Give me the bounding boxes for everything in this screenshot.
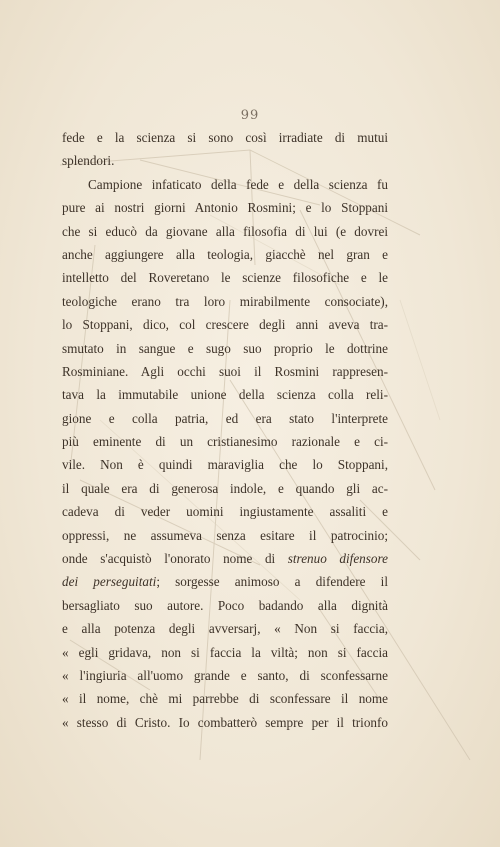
text-line [62,711,388,734]
text-line [62,687,388,710]
text-line [62,383,388,406]
text-line [62,126,388,149]
text-line [62,337,388,360]
text-line [62,266,388,289]
text-segment: « l'ingiuria all'uomo grande e santo, di sconfessarne [62,667,388,683]
text-segment: « il nome, chè mi parrebbe di sconfessare il nome [62,691,388,707]
text-line [62,360,388,383]
text-segment: onde s'acquistò l'onorato nome di [62,551,288,567]
text-segment: gione e colla patria, ed era stato l'interprete [62,410,388,426]
text-segment: ; sorgesse animoso a difendere il [156,574,389,590]
text-segment: cadeva di veder uomini ingiustamente assaliti e [62,504,388,520]
text-line [62,641,388,664]
text-segment: che si educò da giovane alla filosofia di lui (e dovrei [62,223,388,239]
text-segment: « egli gridava, non si faccia la viltà; non si faccia [62,644,388,660]
text-segment: smutato in sangue e sugo suo proprio le dottrine [62,340,388,356]
text-segment: fede e la scienza si sono così irradiate di mutui [62,130,388,145]
body-text [62,126,388,734]
text-segment: anche aggiungere alla teologia, giacchè nel gran e [62,246,388,262]
italic-phrase: dei perseguitati [62,574,157,590]
text-line [62,617,388,640]
text-line [62,290,388,313]
text-line [62,220,388,243]
text-segment: più eminente di un cristianesimo razionale e ci- [62,434,388,450]
page-number: 99 [240,108,260,123]
text-segment: il quale era di generosa indole, e quando gli ac- [62,480,388,496]
text-line [62,594,388,617]
text-segment: Campione infaticato della fede e della scienza fu [88,176,388,192]
text-line [62,196,388,219]
text-segment: tava la immutabile unione della scienza colla reli- [62,387,388,403]
italic-phrase: strenuo difensore [287,551,388,567]
text-line [62,524,388,547]
text-line [62,243,388,266]
text-line [62,453,388,476]
text-line [62,500,388,523]
text-segment: « stesso di Cristo. Io combatterò sempre per il trionfo [62,714,388,730]
text-segment: bersagliato suo autore. Poco badando alla dignità [62,597,388,613]
text-segment: intelletto del Roveretano le scienze filosofiche e le [62,270,388,286]
text-segment: oppressi, ne assumeva senza esitare il patrocinio; [62,527,388,543]
text-segment: lo Stoppani, dico, col crescere degli anni aveva tra- [62,317,388,333]
text-line [62,173,388,196]
text-line [62,407,388,430]
text-line [62,570,388,593]
text-line [62,149,388,172]
text-segment: splendori. [62,153,115,169]
text-segment: e alla potenza degli avversarj, « Non si faccia, [62,621,388,637]
text-line [62,664,388,687]
text-segment: pure ai nostri giorni Antonio Rosmini; e lo Stoppani [62,200,388,216]
text-segment: Rosminiane. Agli occhi suoi il Rosmini rappresen- [62,363,388,379]
text-line [62,430,388,453]
text-line [62,477,388,500]
text-line [62,547,388,570]
text-segment: teologiche erano tra loro mirabilmente consociate), [62,293,388,309]
text-line [62,313,388,336]
text-segment: vile. Non è quindi maraviglia che lo Stoppani, [62,457,388,473]
